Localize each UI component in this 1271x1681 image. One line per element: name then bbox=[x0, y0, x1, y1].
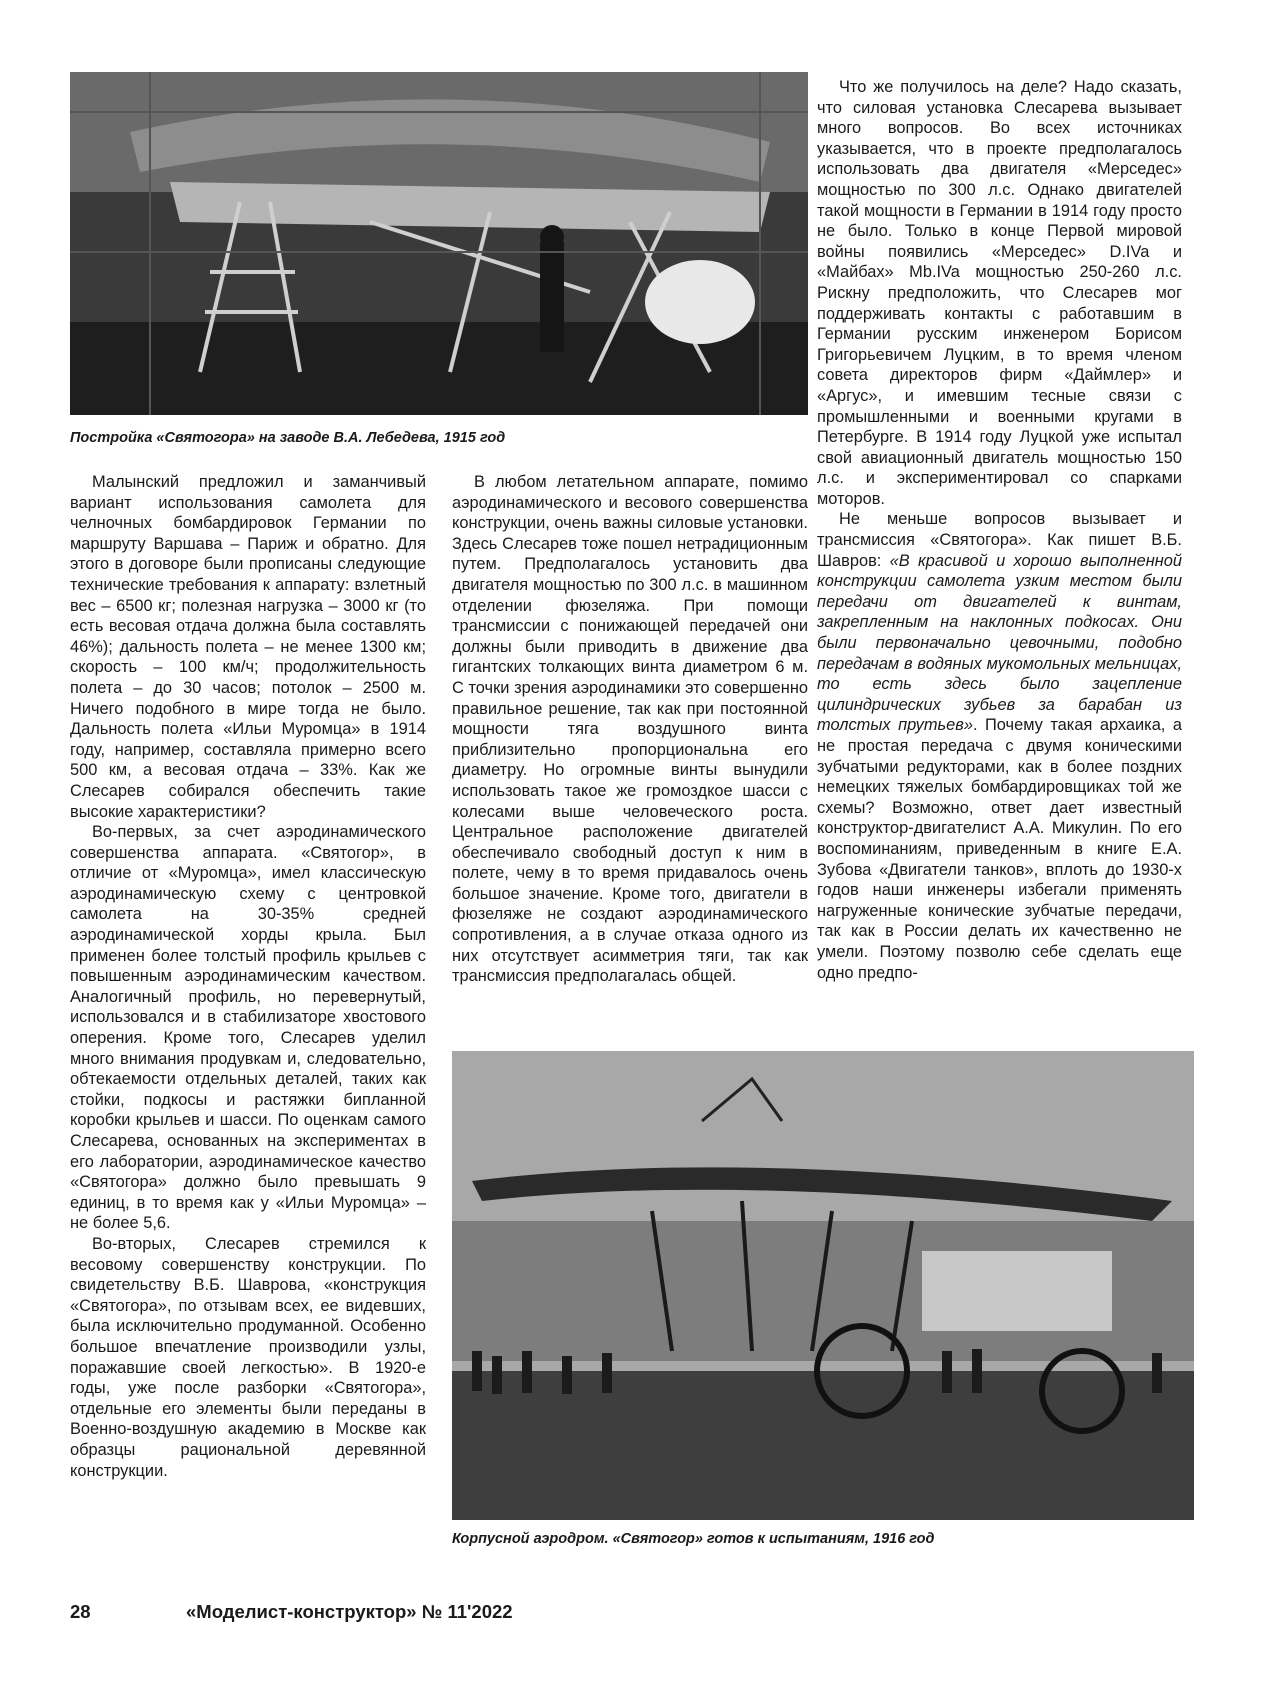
article-column-3 bbox=[817, 77, 1182, 983]
paragraph: Что же получилось на деле? Надо сказать, что силовая установка Слесарева вызывает много вопросов. Во всех источниках указывается, что в проекте предполагалось использовать два двигателя «Мерседес» мощностью по 300 л.с. Однако двигателей такой мощности в Германии в 1914 году просто не было. Только в конце Первой мировой войны появились «Мерседес» D.IVa и «Майбах» Mb.IVa мощностью 250-260 л.с. Рискну предположить, что Слесарев мог поддерживать контакты с работавшим в Германии русским инженером Борисом Григорьевичем Луцким, в то время членом совета директоров фирм «Даймлер» и «Аргус», и имевшим тесные связи с промышленными и военными кругами в Петербурге. В 1914 году Луцкой уже испытал свой авиационный двигатель мощностью 150 л.с. и экспериментировал со спарками моторов. bbox=[817, 78, 1182, 508]
paragraph-with-quote bbox=[817, 509, 1182, 983]
bottom-photo-caption: Корпусной аэродром. «Святогор» готов к испытаниям, 1916 год bbox=[452, 1531, 935, 1547]
page-number: 28 bbox=[70, 1601, 91, 1622]
paragraph: Во-первых, за счет аэродинамического совершенства аппарата. «Святогор», в отличие от «Муромца», имел классическую аэродинамическую схему с центровкой самолета на 30-35% средней аэродинамической хорды крыла. Был применен более толстый профиль крыльев с повышенным аэродинамическим качеством. Аналогичный профиль, но перевернутый, использовался и в стабилизаторе хвостового оперения. Кроме того, Слесарев уделил много внимания продувкам и, следовательно, обтекаемости отдельных деталей, таких как стойки, подкосы и растяжки бипланной коробки крыльев и шасси. По оценкам самого Слесарева, основанных на экспериментах в его лаборатории, аэродинамическое качество «Святогора» должно было превышать 9 единиц, в то время как у «Ильи Муромца» – не более 5,6. bbox=[70, 823, 426, 1233]
paragraph: Во-вторых, Слесарев стремился к весовому совершенству конструкции. По свидетельству В.Б. Шаврова, «конструкция «Святогора», по отзывам всех, ее видевших, была исключительно продуманной. Особенно большое впечатление производили узлы, поражавшие своей легкостью». В 1920-е годы, уже после разборки «Святогора», отдельные его элементы были переданы в Военно-воздушную академию в Москве как образцы рациональной деревянной конструкции. bbox=[70, 1234, 426, 1480]
airfield-photo bbox=[452, 1051, 1194, 1520]
paragraph: В любом летательном аппарате, помимо аэродинамического и весового совершенства конструкции, очень важны силовые установки. Здесь Слесарев тоже пошел нетрадиционным путем. Предполагалось установить два двигателя мощностью по 300 л.с. в машинном отделении фюзеляжа. При помощи трансмиссии с понижающей передачей они должны были приводить в движение два гигантских толкающих винта диаметром 6 м. С точки зрения аэродинамики это совершенно правильное решение, так как при постоянной мощности тяга воздушного винта приблизительно пропорциональна его диаметру. Но огромные винты вынудили использовать такое же громоздкое шасси с колесами выше человеческого роста. Центральное расположение двигателей обеспечивало свободный доступ к ним в полете, чему в то время придавалось очень большое значение. Кроме того, двигатели в фюзеляже не создают аэродинамического сопротивления, а в случае отказа одного из них отсутствует асимметрия тяги, так как трансмиссия предполагалась общей. bbox=[452, 473, 808, 986]
article-column-1 bbox=[70, 472, 426, 1481]
article-column-2 bbox=[452, 472, 808, 987]
paragraph: Малынский предложил и заманчивый вариант использования самолета для челночных бомбардировок Германии по маршруту Варшава – Париж и обратно. Для этого в договоре были прописаны следующие технические требования к аппарату: взлетный вес – 6500 кг; полезная нагрузка – 3000 кг (то есть весовая отдача должна была составлять 46%); дальность полета – не менее 1300 км; скорость – 100 км/ч; продолжительность полета – до 30 часов; потолок – 2500 м. Ничего подобного в мире тогда не было. Дальность полета «Ильи Муромца» в 1914 году, например, составляла примерно всего 500 км, а весовая отдача – 33%. Как же Слесарев собирался обеспечить такие высокие характеристики? bbox=[70, 473, 426, 821]
top-photo-caption: Постройка «Святогора» на заводе В.А. Лебедева, 1915 год bbox=[70, 430, 506, 446]
shavrov-quote: «В красивой и хорошо выполненной конструкции самолета узким местом были передачи от двигателей к винтам, закрепленным на наклонных подкосах. Они были первоначально цевочными, подобно передачам в водяных мукомольных мельницах, то есть здесь было зацепление цилиндрических зубьев за барабан из толстых прутьев» bbox=[817, 551, 1182, 735]
journal-title: «Моделист-конструктор» № 11'2022 bbox=[186, 1601, 513, 1622]
construction-photo bbox=[70, 72, 808, 415]
paragraph-start: Не меньше вопросов вызывает и трансмиссия «Святогора». Как пишет В.Б. Шавров: bbox=[817, 510, 1182, 570]
paragraph-end: . Почему такая архаика, а не простая передача с двумя коническими зубчатыми редукторами, как в более поздних немецких тяжелых бомбардировщиках той же схемы? Возможно, ответ дает известный конструктор-двигателист А.А. Микулин. По его воспоминаниям, приведенным в книге Е.А. Зубова «Двигатели танков», вплоть до 1930-х годов наши инженеры избегали применять нагруженные конические зубчатые передачи, так как в России делать их качественно не умели. Поэтому позволю себе сделать еще одно предпо- bbox=[817, 716, 1182, 982]
